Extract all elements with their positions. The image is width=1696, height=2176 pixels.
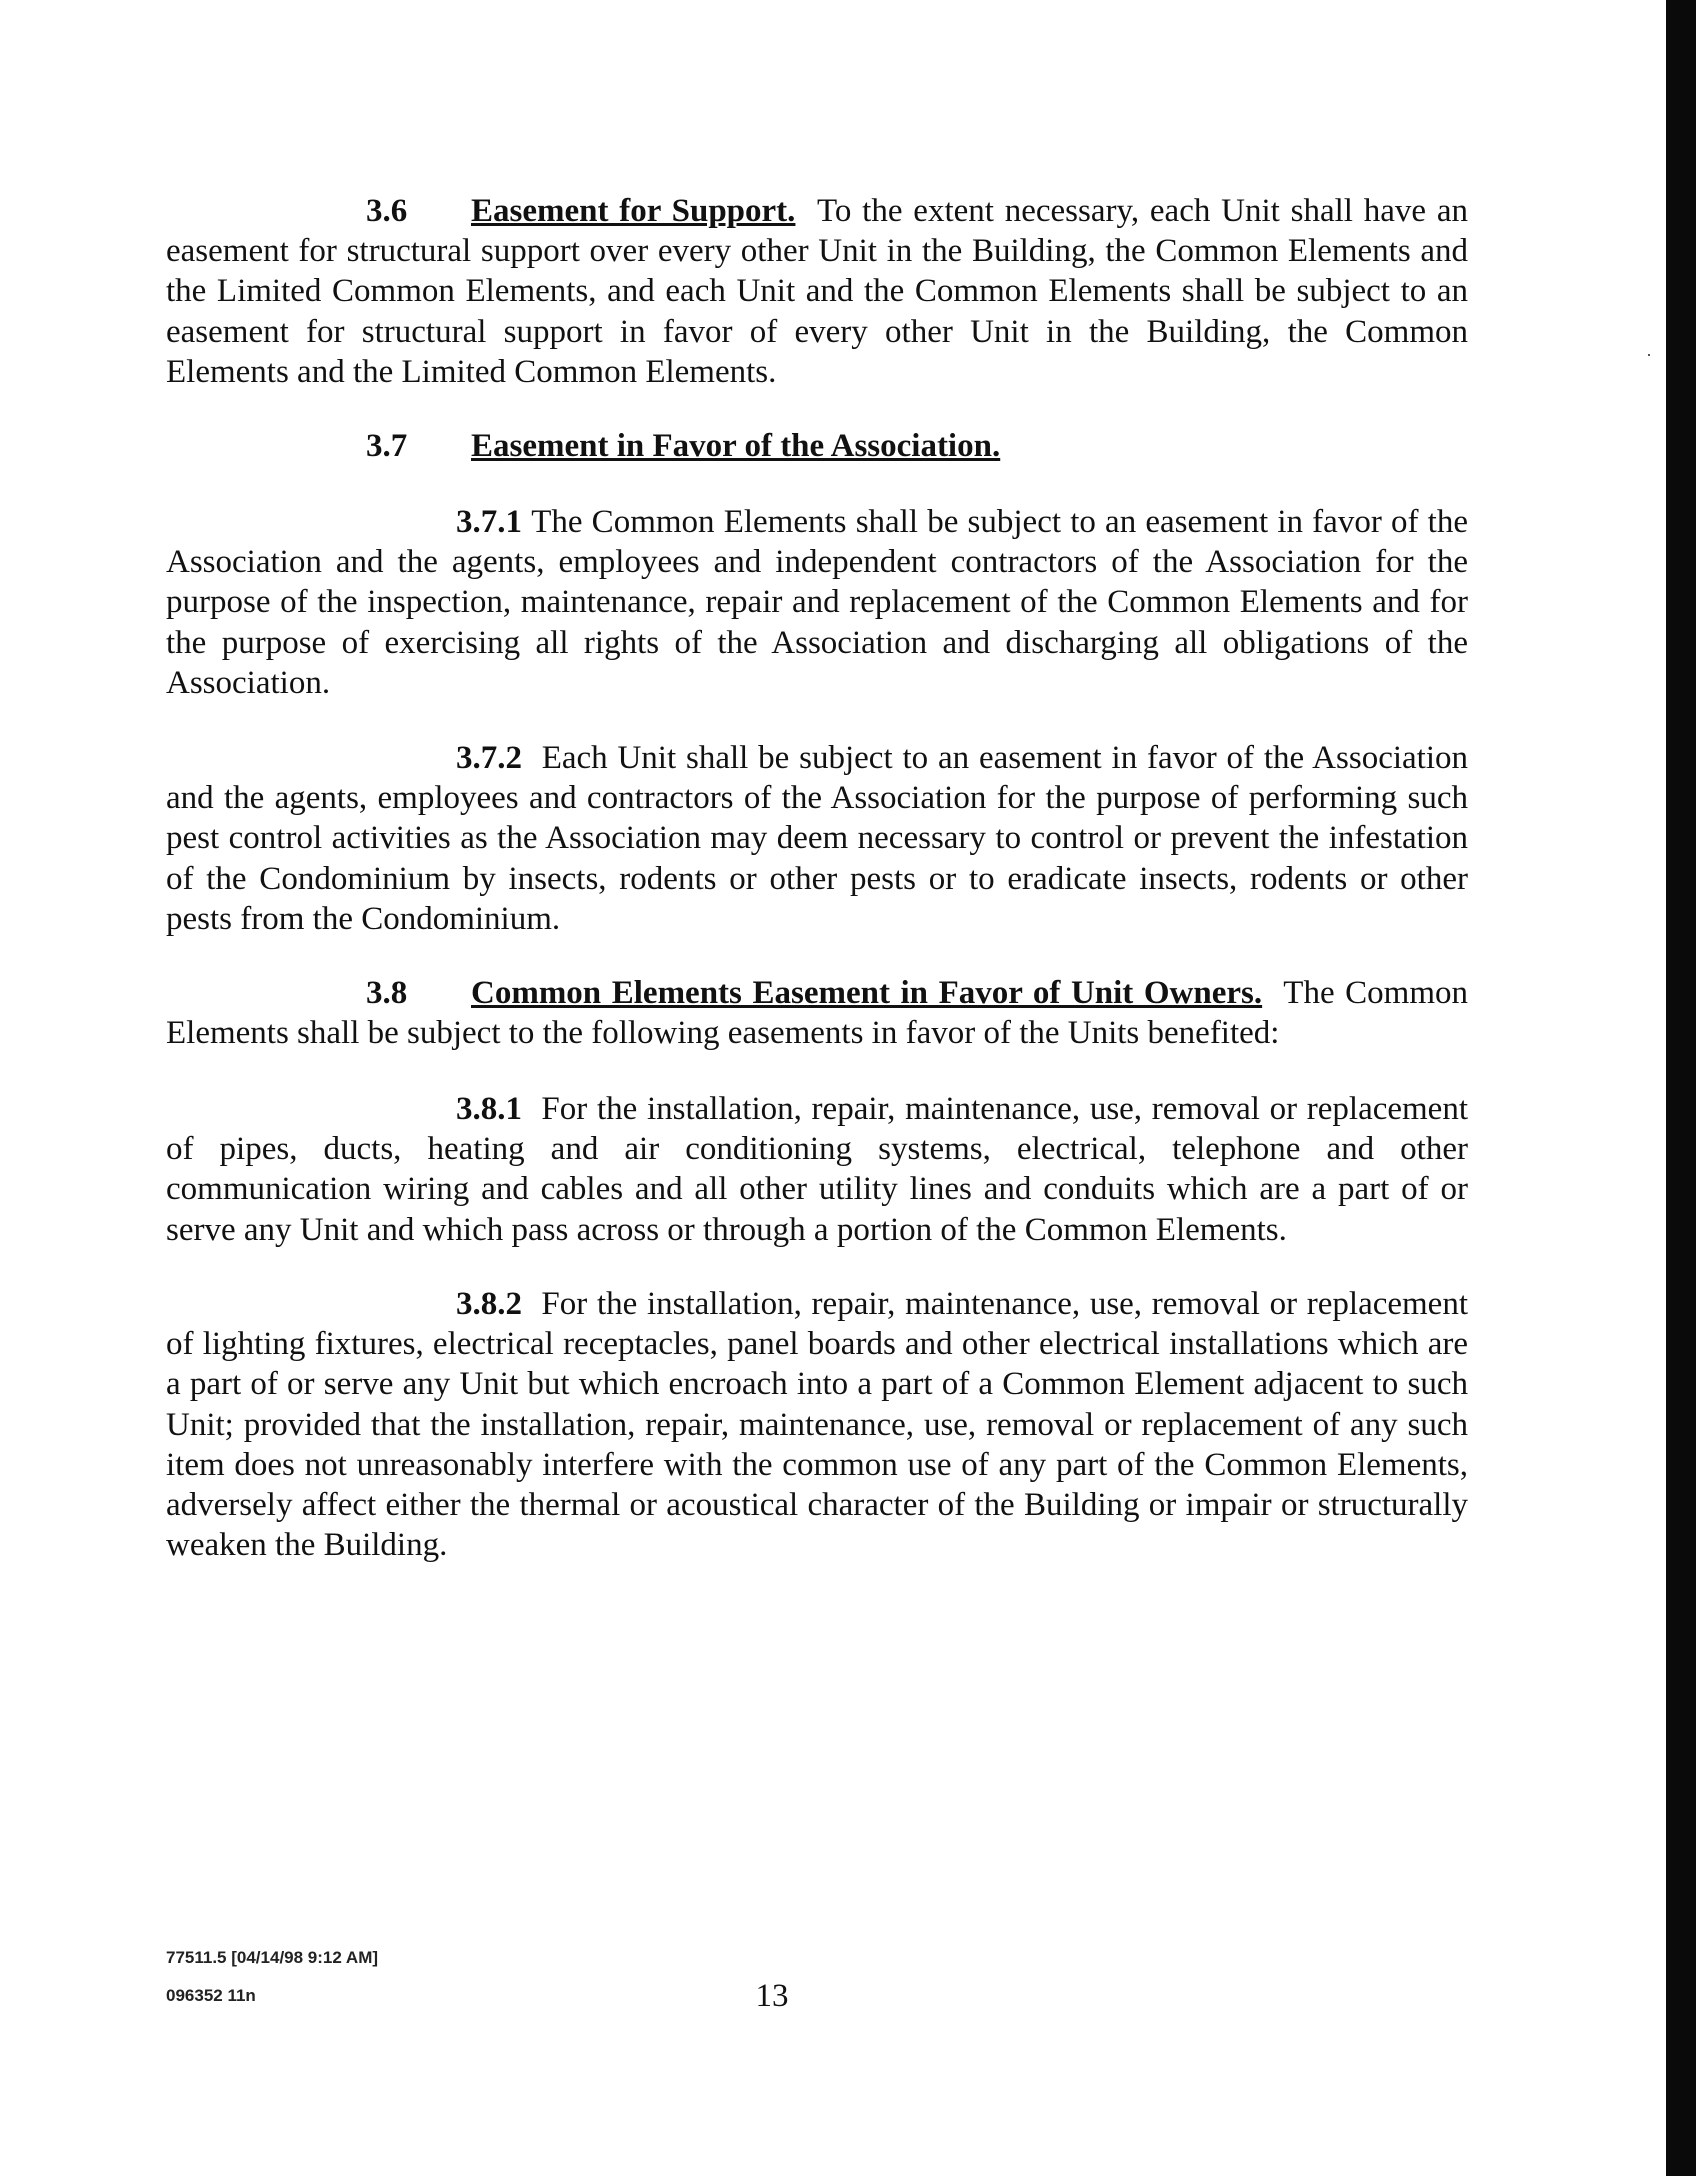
section-3-7-2 [166,738,1468,939]
section-text: The Common Elements shall be subject to the following easements in favor of the Units benefited: [166,975,1469,1052]
section-3-8 [166,973,1468,1053]
section-text: For the installation, repair, maintenance, use, removal or replacement of lighting fixtures, electrical receptacles, panel boards and other electrical installations which are a part of or serve any Unit but which encroach into a part of a Common Element adjacent to such Unit; provided that the installation, repair, maintenance, use, removal or replacement of any such item does not unreasonably interfere with the common use of any part of the Common Elements, adversely affect either the thermal or acoustical character of the Building or impair or structurally weaken the Building. [166,1286,1468,1564]
section-number: 3.8.1 [456,1091,522,1127]
section-number: 3.7.2 [456,740,522,776]
section-heading: Common Elements Easement in Favor of Unit Owners. [471,975,1263,1011]
section-number: 3.8 [366,975,408,1011]
footer-file-code: 096352 11n [166,1986,256,2005]
section-number: 3.8.2 [456,1286,522,1322]
footer-doc-id: 77511.5 [04/14/98 9:12 AM] [166,1948,379,1967]
section-3-7-1 [166,502,1468,703]
section-text: Each Unit shall be subject to an easement in favor of the Association and the agents, employees and contractors of the Association for the purpose of performing such pest control activities as the Association may deem necessary to control or prevent the infestation of the Condominium by insects, rodents or other pests or to eradicate insects, rodents or other pests from the Condominium. [166,740,1469,937]
section-number: 3.6 [366,193,408,229]
section-heading: Easement in Favor of the Association. [471,428,1001,464]
section-3-7 [166,426,1468,466]
scan-speck [1648,354,1650,356]
section-number: 3.7.1 [456,504,522,540]
page-number: 13 [755,1978,789,2014]
section-text: For the installation, repair, maintenance, use, removal or replacement of pipes, ducts, heating and air conditioning systems, electrical, telephone and other communication wiring and cables and all other utility lines and conduits which are a part of or serve any Unit and which pass across or through a portion of the Common Elements. [166,1091,1468,1248]
section-3-8-2 [166,1284,1468,1565]
section-3-8-1 [166,1089,1468,1250]
section-3-6 [166,191,1468,392]
section-heading: Easement for Support. [471,193,796,229]
section-number: 3.7 [366,428,408,464]
section-text: To the extent necessary, each Unit shall have an easement for structural support over every other Unit in the Building, the Common Elements and the Limited Common Elements, and each Unit and the Common Elements shall be subject to an easement for structural support in favor of every other Unit in the Building, the Common Elements and the Limited Common Elements. [166,193,1468,390]
scan-edge-bar [1666,0,1696,2176]
section-text: The Common Elements shall be subject to an easement in favor of the Association and the agents, employees and independent contractors of the Association for the purpose of the inspection, maintenance, repair and replacement of the Common Elements and for the purpose of exercising all rights of the Association and discharging all obligations of the Association. [166,504,1468,701]
